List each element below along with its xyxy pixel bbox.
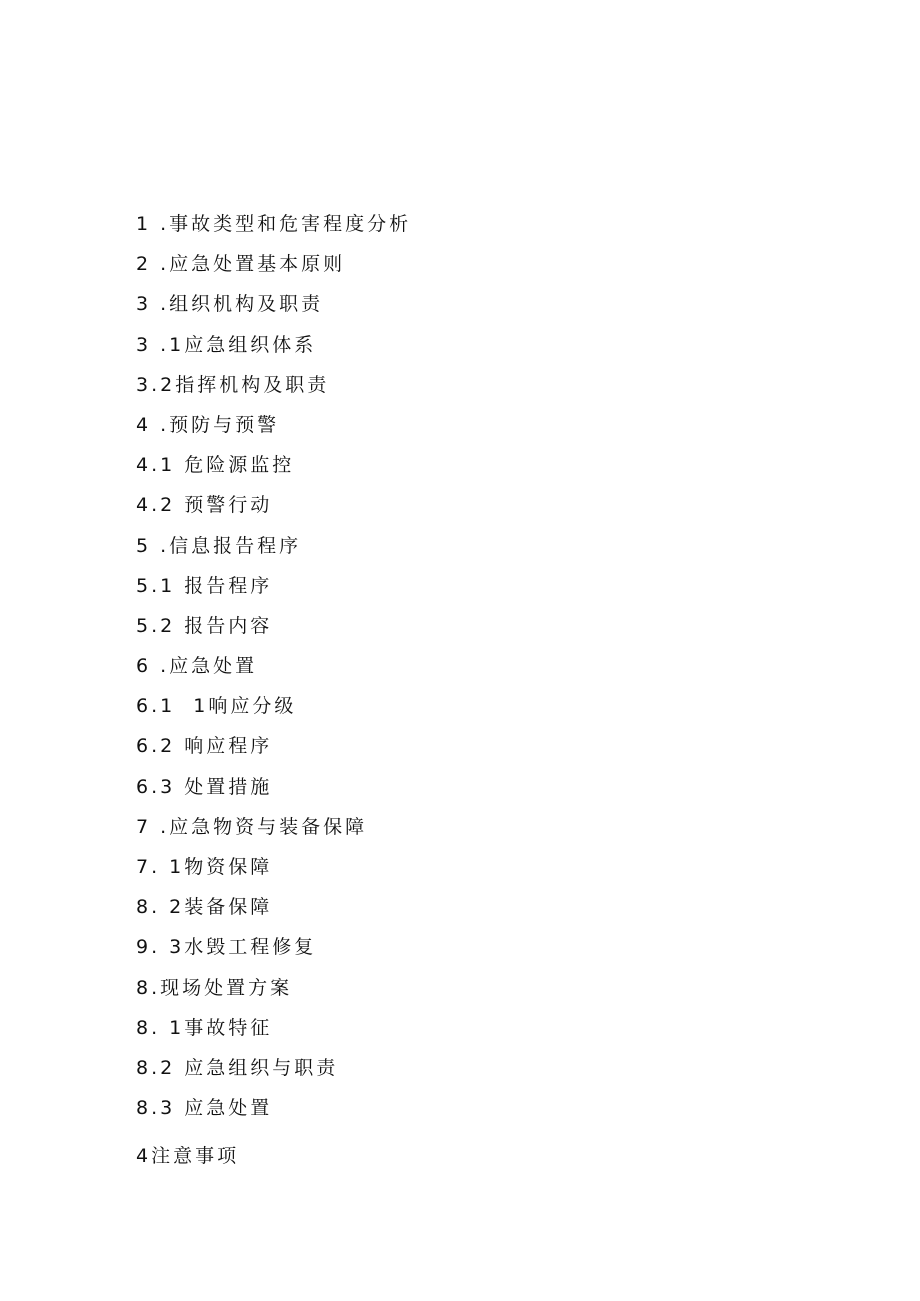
toc-item: 4.1 危险源监控 [136, 454, 295, 477]
toc-item: 8.2 应急组织与职责 [136, 1056, 339, 1079]
table-of-contents [136, 210, 836, 1183]
toc-item: 1 .事故类型和危害程度分析 [136, 213, 412, 235]
toc-item: 8.现场处置方案 [136, 976, 293, 999]
toc-item: 4 .预防与预警 [136, 413, 280, 436]
toc-item: 6.2 响应程序 [136, 735, 273, 758]
toc-item: 3 .组织机构及职责 [136, 293, 324, 316]
toc-item: 4注意事项 [136, 1145, 240, 1168]
toc-item: 6.1 1响应分级 [136, 695, 297, 718]
toc-item: 6.3 处置措施 [136, 775, 273, 798]
toc-item: 8. 2装备保障 [136, 896, 273, 919]
toc-item: 5.1 报告程序 [136, 574, 273, 597]
toc-item: 7 .应急物资与装备保障 [136, 815, 368, 838]
toc-item: 4.2 预警行动 [136, 494, 273, 517]
toc-item: 5.2 报告内容 [136, 614, 273, 637]
toc-item: 6 .应急处置 [136, 655, 258, 678]
toc-item: 2 .应急处置基本原则 [136, 253, 346, 276]
toc-item: 3.2指挥机构及职责 [136, 373, 330, 396]
toc-item: 5 .信息报告程序 [136, 534, 302, 557]
toc-item: 3 .1应急组织体系 [136, 333, 317, 356]
toc-item: 9. 3水毁工程修复 [136, 936, 317, 959]
toc-item: 8. 1事故特征 [136, 1016, 273, 1039]
toc-item: 8.3 应急处置 [136, 1097, 273, 1120]
toc-item: 7. 1物资保障 [136, 856, 273, 878]
